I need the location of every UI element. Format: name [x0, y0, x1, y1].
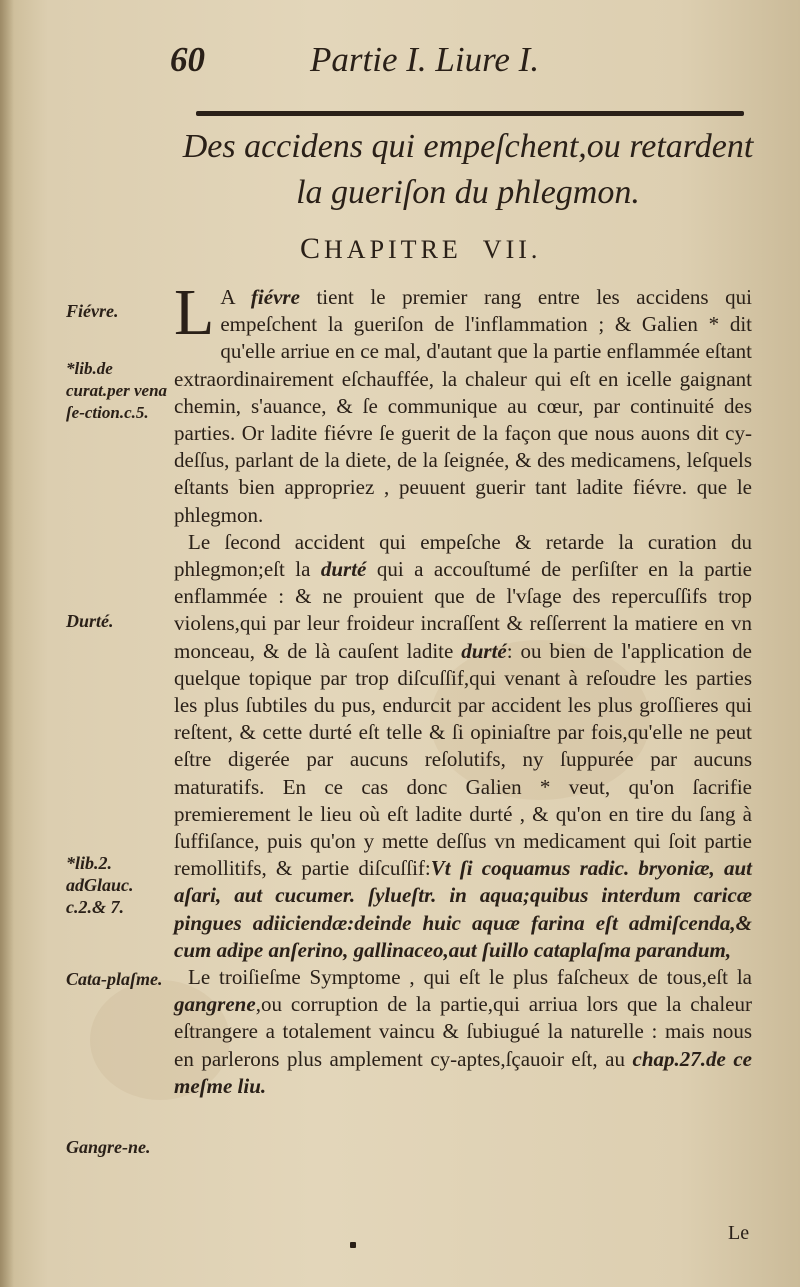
- keyword-fievre: fiévre: [250, 285, 300, 309]
- chapter-reference: chap.27.de ce meſme liu.: [174, 1046, 753, 1098]
- paragraph-durte: [174, 529, 752, 964]
- body-text: [174, 276, 753, 1100]
- keyword-durte: durté: [320, 557, 367, 582]
- keyword-gangrene: gangrene: [174, 992, 256, 1017]
- running-title: Partie I. Liure I.: [310, 40, 540, 79]
- paragraph-gangrene: [174, 964, 752, 1100]
- chapter-initial: C: [300, 232, 325, 265]
- margin-note-cataplasme: Cata-plaſme.: [66, 969, 163, 989]
- header-rule: [196, 111, 744, 116]
- page-header: [170, 40, 600, 90]
- chapter-heading: [300, 232, 630, 266]
- text-run: Le ſecond accident qui empeſche & retarde la curation du phlegmon;eſt la: [174, 529, 752, 582]
- paragraph-fievre: [174, 276, 752, 529]
- margin-note-gangrene: Gangre-ne.: [66, 1137, 151, 1157]
- catchword: Le: [728, 1222, 750, 1244]
- margin-note-durte: Durté.: [66, 611, 114, 631]
- gutter-shadow: [0, 0, 14, 1287]
- text-run: : ou bien de l'application de quelque topique par trop diſcuſſif,qui venant à reſoudre les parties les plus ſubtiles du pus, endurcit par accident les plus groſſieres qui reſtent, & cette durté eſt telle & ſi opiniaſtre par fois,qu'elle ne peut eſtre digerée par aucuns reſolutifs, ny ſuppurée par aucuns maturatifs. En ce cas donc Galien * veut, qu'on ſacrifie premierement le lieu où eſt ladite durté , & qu'on en tire du ſang à ſuffiſance, puis qu'on y mette deſſus vn medicament qui ſoit partie remollitifs, & partie diſcuſſif:: [174, 638, 752, 881]
- margin-note-fievre: Fiévre.: [66, 301, 119, 321]
- latin-recipe: Vt ſi coquamus radic. bryoniæ, aut aſari, aut cucumer. ſylueſtr. in aqua;quibus interdum caricæ pingues adiiciendæ:deinde huic aquæ farina eſt admiſcenda,& cum adipe anſerino, gallinaceo,aut ſuillo cataplaſma parandum,: [174, 856, 752, 962]
- drop-cap: L: [174, 276, 215, 349]
- text-run: qui a accouſtumé de perſiſter en la partie enflammée : & ne prouient que de l'vſage des repercuſſifs trop violens,qui par leur froideur incraſſent & reſſerrent la matiere en vn monceau, & de là cauſent ladite: [174, 557, 752, 663]
- text-run: Le troiſieſme Symptome , qui eſt le plus faſcheux de tous,eſt la: [188, 965, 752, 990]
- chapter-number: VII.: [482, 235, 542, 264]
- margin-note-reference: *lib.2. adGlauc. c.2.& 7.: [66, 853, 134, 917]
- margin-note-reference: *lib.de curat.per vena ſe-ction.c.5.: [66, 359, 168, 422]
- text-run: ,ou corruption de la partie,qui arriua lors que la chaleur eſtrangere a totalement vaincu & ſubiugué la naturelle : mais nous en parlerons plus amplement cy-aptes,ſçauoir eſt, au: [174, 992, 752, 1071]
- page-number: 60: [170, 40, 205, 79]
- keyword-durte: durté: [461, 638, 507, 663]
- section-title: Des accidens qui empeſchent,ou retardent la gueriſon du phlegmon.: [182, 128, 754, 211]
- text-run: A: [220, 285, 251, 309]
- ink-mark: [350, 1242, 356, 1248]
- text-run: tient le premier rang entre les accidens qui empeſchent la gueriſon de l'inflammation ; & Galien * dit qu'elle arriue en ce mal, d'autant que la partie enflammée eſtant extraordinairement eſchauffée, la chaleur qui eſt en icelle gaignant chemin, s'auance, & ſe communique au cœur, par continuité des parties. Or ladite fiévre ſe guerit de la façon que nous auons dit cy-deſſus, parlant de la diete, de la ſeignée, & des medicamens, leſquels eſtants bien appropriez , peuuent guerir tant ladite fiévre. que le phlegmon.: [174, 285, 752, 527]
- chapter-label: HAPITRE: [324, 235, 462, 264]
